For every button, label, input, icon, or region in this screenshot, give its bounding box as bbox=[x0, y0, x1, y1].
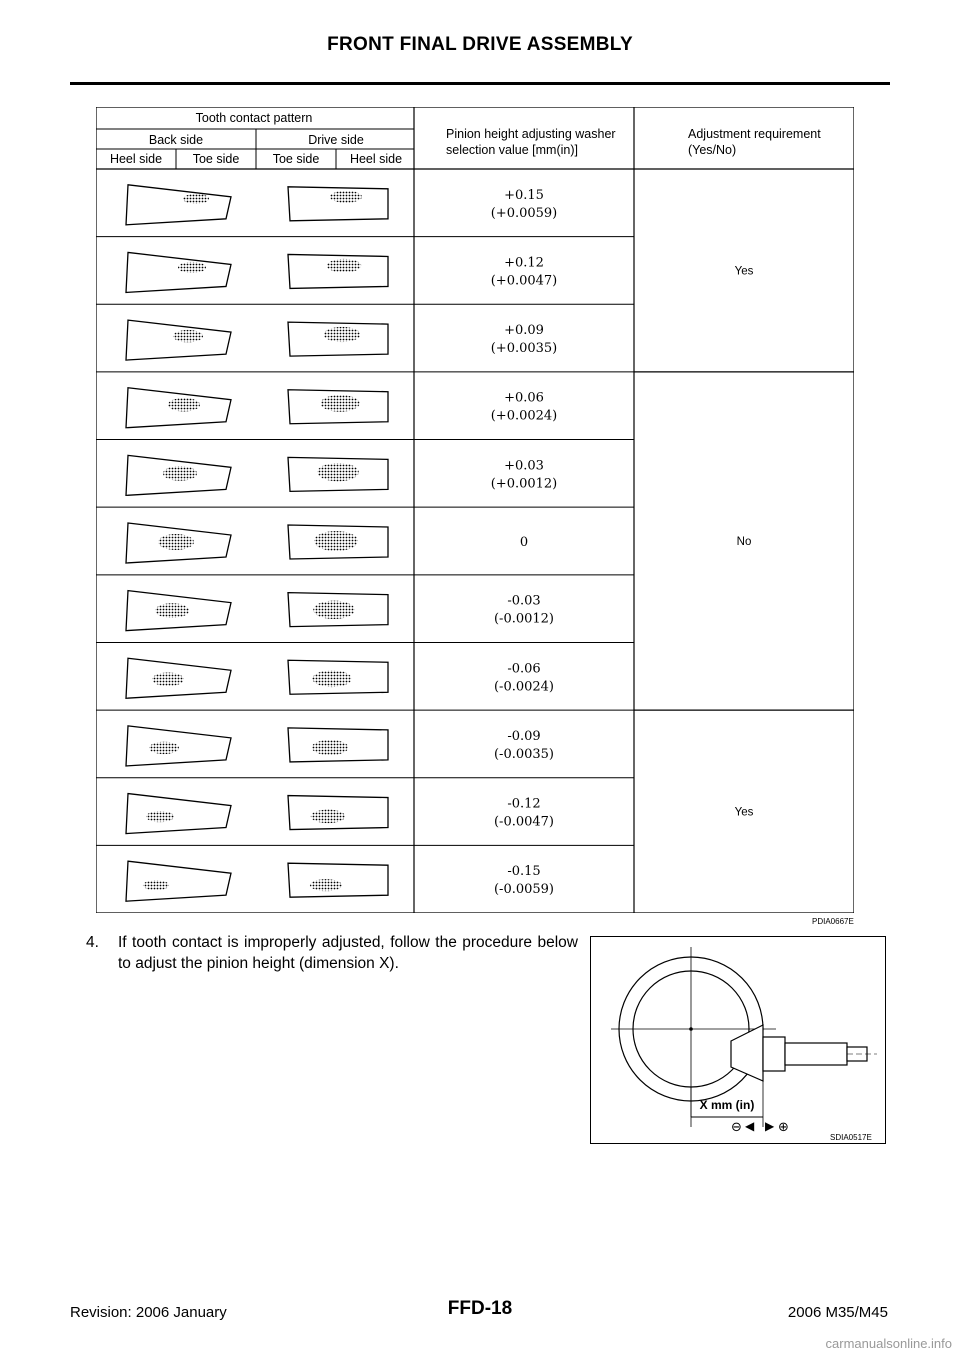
header-washer-line1: Pinion height adjusting washer bbox=[446, 127, 616, 141]
header-heel-side-1: Heel side bbox=[109, 152, 163, 166]
minus-icon: ⊖ bbox=[731, 1120, 742, 1135]
adjustment-label: Yes bbox=[734, 265, 754, 278]
header-washer-line2: selection value [mm(in)] bbox=[446, 143, 578, 157]
back-contact-patch bbox=[183, 194, 209, 204]
back-contact-patch bbox=[173, 330, 203, 342]
arrow-right-icon: ▶ bbox=[765, 1119, 775, 1133]
washer-value-in: (+0.0035) bbox=[490, 341, 558, 357]
back-side-tooth bbox=[126, 861, 231, 901]
drive-contact-patch bbox=[310, 879, 342, 891]
pinion-shaft-2 bbox=[785, 1043, 847, 1065]
washer-value-in: (-0.0024) bbox=[493, 679, 555, 695]
drive-contact-patch bbox=[320, 395, 359, 412]
header-adjust-line2: (Yes/No) bbox=[688, 143, 737, 157]
washer-value-mm: -0.06 bbox=[507, 661, 541, 677]
dimension-label: X mm (in) bbox=[699, 1098, 755, 1112]
page-title: FRONT FINAL DRIVE ASSEMBLY bbox=[327, 34, 633, 55]
drive-contact-patch bbox=[327, 259, 361, 273]
washer-value-mm: 0 bbox=[519, 535, 529, 550]
back-contact-patch bbox=[143, 880, 169, 890]
adjustment-label: Yes bbox=[734, 806, 754, 819]
washer-value-mm: -0.15 bbox=[507, 864, 541, 880]
drive-contact-patch bbox=[311, 810, 345, 824]
figure-id-1: PDIA0667E bbox=[812, 917, 854, 926]
washer-value-in: (+0.0012) bbox=[490, 476, 558, 492]
washer-value-in: (+0.0059) bbox=[490, 205, 558, 221]
footer-revision: Revision: 2006 January bbox=[70, 1304, 227, 1321]
back-side-tooth bbox=[126, 185, 231, 225]
step-text: If tooth contact is improperly adjusted, follow the procedure below to adjust the pinion height (dimension X). bbox=[118, 934, 578, 972]
washer-value-mm: +0.03 bbox=[504, 458, 544, 474]
header-adjust-line1: Adjustment requirement bbox=[688, 127, 821, 141]
header-toe-side-1: Toe side bbox=[192, 152, 240, 166]
pinion-shaft-1 bbox=[763, 1037, 785, 1071]
back-side-tooth bbox=[126, 726, 231, 766]
drive-contact-patch bbox=[314, 531, 358, 551]
back-contact-patch bbox=[163, 466, 197, 481]
back-contact-patch bbox=[155, 603, 189, 618]
washer-value-mm: -0.03 bbox=[507, 593, 541, 609]
back-contact-patch bbox=[168, 398, 200, 412]
arrow-left-icon: ◀ bbox=[745, 1119, 755, 1133]
tooth-contact-table bbox=[96, 107, 854, 913]
drive-contact-patch bbox=[324, 327, 361, 342]
watermark: carmanualsonline.info bbox=[825, 1336, 952, 1351]
footer-page-code: FFD-18 bbox=[447, 1298, 513, 1319]
header-toe-side-2: Toe side bbox=[272, 152, 320, 166]
header-drive-side: Drive side bbox=[308, 133, 364, 147]
washer-value-in: (-0.0059) bbox=[493, 882, 555, 898]
step-number: 4. bbox=[86, 934, 99, 951]
washer-value-mm: -0.09 bbox=[507, 728, 541, 744]
drive-contact-patch bbox=[317, 463, 359, 481]
back-side-tooth bbox=[126, 252, 231, 292]
drive-side-tooth bbox=[288, 863, 388, 897]
footer-model: 2006 M35/M45 bbox=[787, 1304, 888, 1321]
step-4 bbox=[86, 932, 578, 974]
back-contact-patch bbox=[158, 534, 194, 550]
washer-value-in: (-0.0047) bbox=[493, 814, 555, 830]
washer-value-in: (+0.0024) bbox=[490, 408, 558, 424]
adjustment-label: No bbox=[736, 536, 752, 548]
washer-value-in: (-0.0035) bbox=[493, 746, 555, 762]
pinion-gear bbox=[731, 1025, 763, 1081]
back-contact-patch bbox=[152, 672, 184, 686]
washer-value-mm: +0.06 bbox=[504, 390, 544, 406]
washer-value-in: (+0.0047) bbox=[490, 273, 558, 289]
washer-value-mm: +0.15 bbox=[504, 187, 544, 203]
back-contact-patch bbox=[178, 262, 206, 273]
washer-value-mm: +0.12 bbox=[504, 255, 544, 271]
drive-contact-patch bbox=[312, 670, 351, 687]
figure-id-2: SDIA0517E bbox=[830, 1133, 872, 1142]
back-contact-patch bbox=[146, 811, 174, 822]
washer-value-in: (-0.0012) bbox=[493, 611, 555, 627]
drive-contact-patch bbox=[330, 191, 362, 203]
back-contact-patch bbox=[149, 742, 179, 754]
header-back-side: Back side bbox=[148, 133, 204, 147]
back-side-tooth bbox=[126, 794, 231, 834]
washer-value-mm: -0.12 bbox=[507, 796, 541, 812]
pinion-height-diagram bbox=[590, 936, 886, 1144]
title-rule bbox=[70, 82, 890, 85]
drive-contact-patch bbox=[312, 740, 349, 755]
header-heel-side-2: Heel side bbox=[349, 152, 403, 166]
header-tooth-contact: Tooth contact pattern bbox=[195, 111, 313, 125]
plus-icon: ⊕ bbox=[778, 1120, 789, 1135]
washer-value-mm: +0.09 bbox=[504, 323, 544, 339]
drive-contact-patch bbox=[313, 601, 355, 619]
